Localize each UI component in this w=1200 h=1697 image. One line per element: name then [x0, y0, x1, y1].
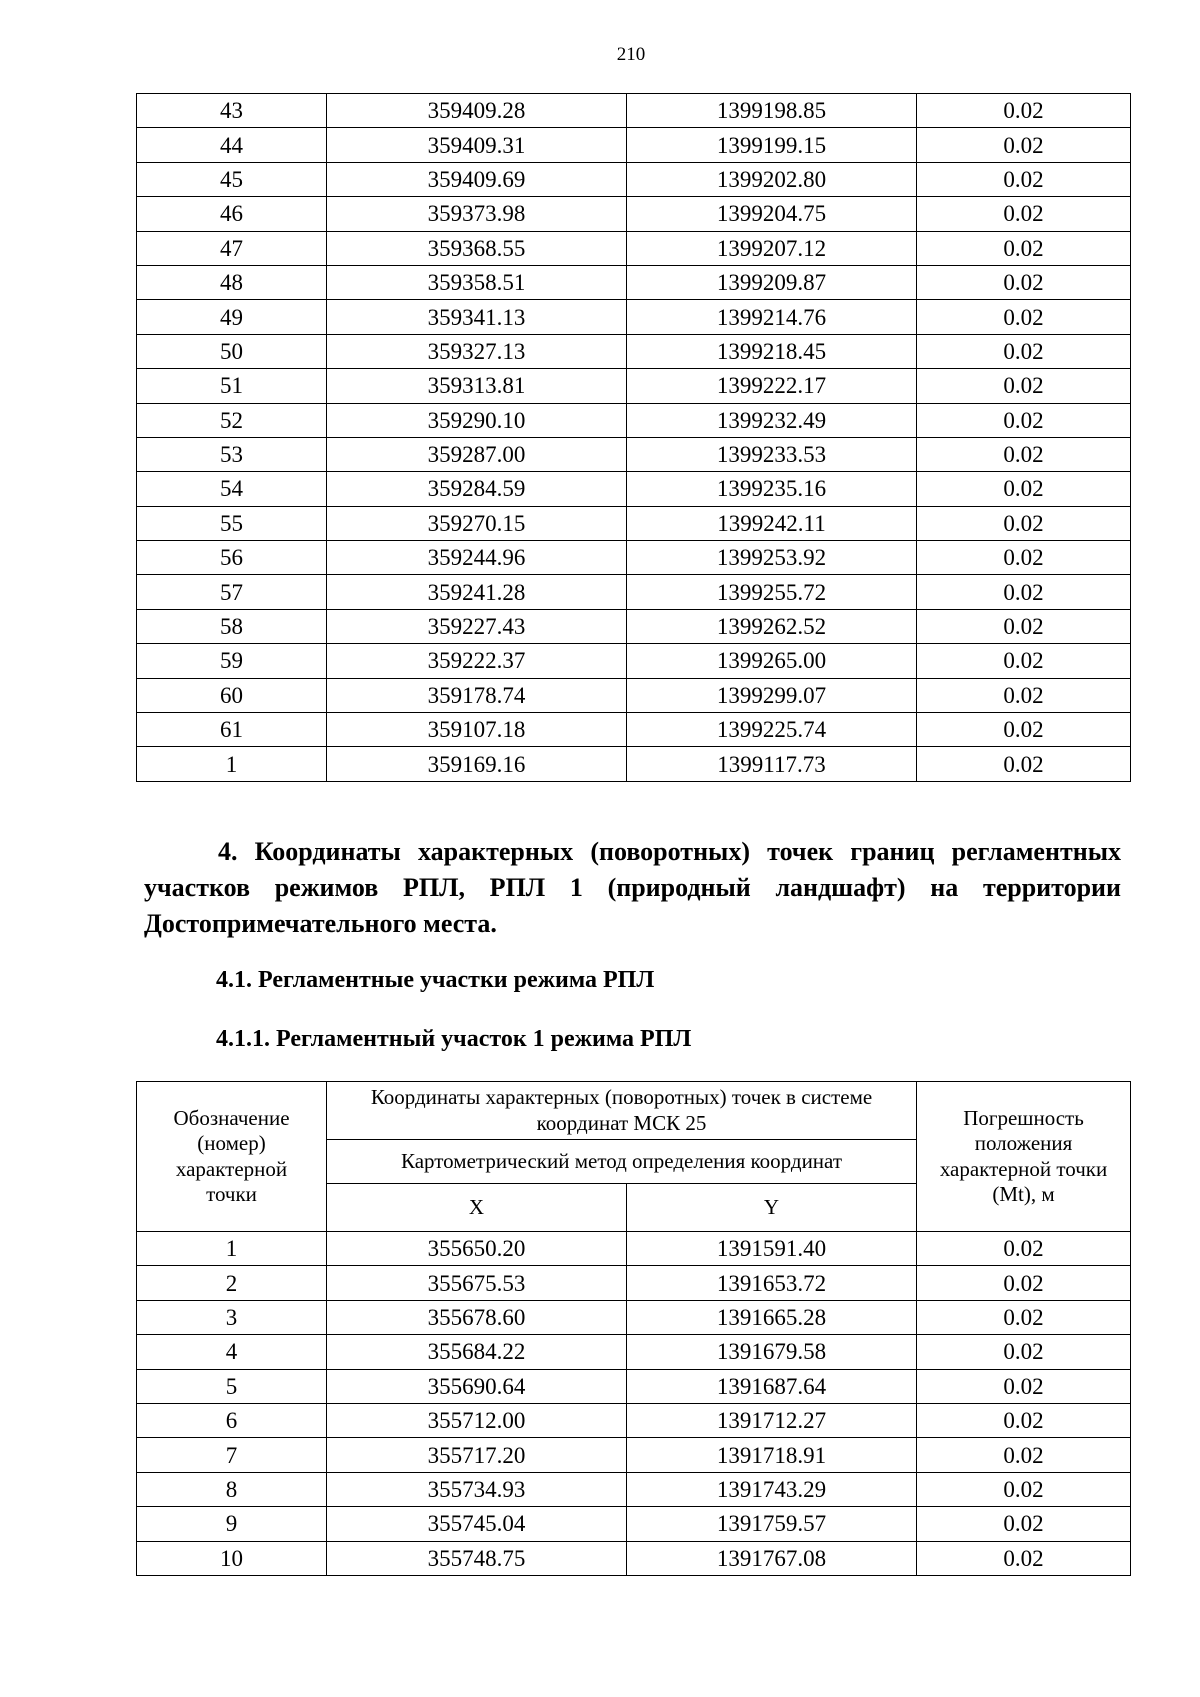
error-cell: 0.02 [917, 541, 1131, 575]
error-cell: 0.02 [917, 1403, 1131, 1437]
table-row [137, 1300, 1131, 1334]
x-coordinate-cell: 355712.00 [327, 1403, 627, 1437]
subsubsection-heading: 4.1.1. Регламентный участок 1 режима РПЛ [216, 1026, 692, 1052]
y-coordinate-cell: 1399204.75 [627, 197, 917, 231]
x-coordinate-cell: 359409.31 [327, 128, 627, 162]
x-coordinate-cell: 359373.98 [327, 197, 627, 231]
y-coordinate-cell: 1399222.17 [627, 369, 917, 403]
table-row [137, 541, 1131, 575]
point-number-cell: 1 [137, 1232, 327, 1266]
table-row [137, 747, 1131, 781]
point-number-cell: 47 [137, 231, 327, 265]
error-cell: 0.02 [917, 1369, 1131, 1403]
table-row [137, 128, 1131, 162]
section-number: 4. [218, 837, 238, 866]
x-coordinate-cell: 359270.15 [327, 506, 627, 540]
table-row [137, 575, 1131, 609]
error-cell: 0.02 [917, 265, 1131, 299]
x-coordinate-cell: 359313.81 [327, 369, 627, 403]
error-cell: 0.02 [917, 197, 1131, 231]
table-row [137, 609, 1131, 643]
error-cell: 0.02 [917, 403, 1131, 437]
point-number-cell: 55 [137, 506, 327, 540]
point-number-cell: 49 [137, 300, 327, 334]
error-cell: 0.02 [917, 713, 1131, 747]
error-cell: 0.02 [917, 1507, 1131, 1541]
y-coordinate-cell: 1399117.73 [627, 747, 917, 781]
point-number-cell: 61 [137, 713, 327, 747]
error-cell: 0.02 [917, 300, 1131, 334]
table-row [137, 437, 1131, 471]
point-number-cell: 5 [137, 1369, 327, 1403]
table-row [137, 94, 1131, 128]
point-number-cell: 52 [137, 403, 327, 437]
y-coordinate-cell: 1399198.85 [627, 94, 917, 128]
table-row [137, 1438, 1131, 1472]
y-coordinate-cell: 1391759.57 [627, 1507, 917, 1541]
table-row [137, 369, 1131, 403]
error-cell: 0.02 [917, 678, 1131, 712]
header-coordinates: Координаты характерных (поворотных) точек в системе координат МСК 25 [327, 1082, 917, 1140]
subsection-heading: 4.1. Регламентные участки режима РПЛ [216, 967, 655, 993]
x-coordinate-cell: 355745.04 [327, 1507, 627, 1541]
header-designation: Обозначение (номер) характерной точки [137, 1082, 327, 1232]
header-method: Картометрический метод определения координат [327, 1140, 917, 1184]
table-row [137, 1403, 1131, 1437]
table-row [137, 644, 1131, 678]
y-coordinate-cell: 1399253.92 [627, 541, 917, 575]
error-cell: 0.02 [917, 506, 1131, 540]
table-row [137, 1266, 1131, 1300]
x-coordinate-cell: 359241.28 [327, 575, 627, 609]
y-coordinate-cell: 1399262.52 [627, 609, 917, 643]
point-number-cell: 54 [137, 472, 327, 506]
y-coordinate-cell: 1399214.76 [627, 300, 917, 334]
y-coordinate-cell: 1399207.12 [627, 231, 917, 265]
point-number-cell: 8 [137, 1472, 327, 1506]
error-cell: 0.02 [917, 231, 1131, 265]
table-row [137, 1507, 1131, 1541]
error-cell: 0.02 [917, 747, 1131, 781]
point-number-cell: 1 [137, 747, 327, 781]
point-number-cell: 50 [137, 334, 327, 368]
x-coordinate-cell: 359107.18 [327, 713, 627, 747]
table-row [137, 162, 1131, 196]
y-coordinate-cell: 1391718.91 [627, 1438, 917, 1472]
table-row [137, 197, 1131, 231]
x-coordinate-cell: 355690.64 [327, 1369, 627, 1403]
error-cell: 0.02 [917, 575, 1131, 609]
x-coordinate-cell: 355717.20 [327, 1438, 627, 1472]
error-cell: 0.02 [917, 1232, 1131, 1266]
section-heading [144, 834, 1121, 942]
error-cell: 0.02 [917, 437, 1131, 471]
x-coordinate-cell: 355678.60 [327, 1300, 627, 1334]
table-row [137, 403, 1131, 437]
x-coordinate-cell: 359368.55 [327, 231, 627, 265]
y-coordinate-cell: 1399218.45 [627, 334, 917, 368]
point-number-cell: 4 [137, 1335, 327, 1369]
y-coordinate-cell: 1399299.07 [627, 678, 917, 712]
y-coordinate-cell: 1399199.15 [627, 128, 917, 162]
table-row [137, 678, 1131, 712]
header-x: X [327, 1184, 627, 1232]
table-row [137, 1335, 1131, 1369]
error-cell: 0.02 [917, 644, 1131, 678]
point-number-cell: 44 [137, 128, 327, 162]
table-row [137, 300, 1131, 334]
table-row [137, 713, 1131, 747]
point-number-cell: 3 [137, 1300, 327, 1334]
y-coordinate-cell: 1399225.74 [627, 713, 917, 747]
y-coordinate-cell: 1399202.80 [627, 162, 917, 196]
table-row [137, 1232, 1131, 1266]
point-number-cell: 7 [137, 1438, 327, 1472]
y-coordinate-cell: 1391767.08 [627, 1541, 917, 1575]
error-cell: 0.02 [917, 472, 1131, 506]
point-number-cell: 6 [137, 1403, 327, 1437]
y-coordinate-cell: 1391712.27 [627, 1403, 917, 1437]
point-number-cell: 60 [137, 678, 327, 712]
x-coordinate-cell: 355675.53 [327, 1266, 627, 1300]
table-row [137, 265, 1131, 299]
y-coordinate-cell: 1399235.16 [627, 472, 917, 506]
header-y: Y [627, 1184, 917, 1232]
x-coordinate-cell: 359284.59 [327, 472, 627, 506]
error-cell: 0.02 [917, 94, 1131, 128]
y-coordinate-cell: 1399265.00 [627, 644, 917, 678]
regulated-area-table-body [137, 1232, 1131, 1576]
error-cell: 0.02 [917, 128, 1131, 162]
y-coordinate-cell: 1399255.72 [627, 575, 917, 609]
x-coordinate-cell: 359244.96 [327, 541, 627, 575]
y-coordinate-cell: 1391591.40 [627, 1232, 917, 1266]
x-coordinate-cell: 355650.20 [327, 1232, 627, 1266]
y-coordinate-cell: 1391743.29 [627, 1472, 917, 1506]
y-coordinate-cell: 1399233.53 [627, 437, 917, 471]
table-row [137, 1369, 1131, 1403]
table-row [137, 231, 1131, 265]
table-row [137, 1541, 1131, 1575]
point-number-cell: 9 [137, 1507, 327, 1541]
error-cell: 0.02 [917, 162, 1131, 196]
x-coordinate-cell: 359327.13 [327, 334, 627, 368]
error-cell: 0.02 [917, 369, 1131, 403]
page-number: 210 [616, 44, 646, 65]
y-coordinate-cell: 1399232.49 [627, 403, 917, 437]
error-cell: 0.02 [917, 1300, 1131, 1334]
error-cell: 0.02 [917, 334, 1131, 368]
table-row [137, 506, 1131, 540]
x-coordinate-cell: 355684.22 [327, 1335, 627, 1369]
x-coordinate-cell: 359222.37 [327, 644, 627, 678]
point-number-cell: 46 [137, 197, 327, 231]
point-number-cell: 51 [137, 369, 327, 403]
x-coordinate-cell: 359178.74 [327, 678, 627, 712]
point-number-cell: 56 [137, 541, 327, 575]
x-coordinate-cell: 359358.51 [327, 265, 627, 299]
x-coordinate-cell: 355734.93 [327, 1472, 627, 1506]
point-number-cell: 59 [137, 644, 327, 678]
y-coordinate-cell: 1391665.28 [627, 1300, 917, 1334]
table-row [137, 334, 1131, 368]
y-coordinate-cell: 1399209.87 [627, 265, 917, 299]
point-number-cell: 2 [137, 1266, 327, 1300]
x-coordinate-cell: 359169.16 [327, 747, 627, 781]
header-error: Погрешность положения характерной точки (Mt), м [917, 1082, 1131, 1232]
coordinates-table-continued [136, 93, 1131, 782]
section-title: Координаты характерных (поворотных) точек границ регламентных участков режимов РПЛ, РПЛ 1 (природный ландшафт) на территории Достопримечательного места. [144, 837, 1121, 938]
error-cell: 0.02 [917, 1438, 1131, 1472]
y-coordinate-cell: 1391653.72 [627, 1266, 917, 1300]
error-cell: 0.02 [917, 1541, 1131, 1575]
x-coordinate-cell: 359227.43 [327, 609, 627, 643]
point-number-cell: 43 [137, 94, 327, 128]
x-coordinate-cell: 355748.75 [327, 1541, 627, 1575]
coordinates-table-body [137, 94, 1131, 782]
x-coordinate-cell: 359409.69 [327, 162, 627, 196]
point-number-cell: 58 [137, 609, 327, 643]
error-cell: 0.02 [917, 1266, 1131, 1300]
point-number-cell: 45 [137, 162, 327, 196]
x-coordinate-cell: 359287.00 [327, 437, 627, 471]
x-coordinate-cell: 359290.10 [327, 403, 627, 437]
y-coordinate-cell: 1399242.11 [627, 506, 917, 540]
y-coordinate-cell: 1391679.58 [627, 1335, 917, 1369]
point-number-cell: 48 [137, 265, 327, 299]
table-row [137, 1472, 1131, 1506]
x-coordinate-cell: 359341.13 [327, 300, 627, 334]
table-row [137, 472, 1131, 506]
x-coordinate-cell: 359409.28 [327, 94, 627, 128]
point-number-cell: 57 [137, 575, 327, 609]
regulated-area-1-table [136, 1081, 1131, 1576]
error-cell: 0.02 [917, 1335, 1131, 1369]
error-cell: 0.02 [917, 609, 1131, 643]
point-number-cell: 10 [137, 1541, 327, 1575]
y-coordinate-cell: 1391687.64 [627, 1369, 917, 1403]
point-number-cell: 53 [137, 437, 327, 471]
error-cell: 0.02 [917, 1472, 1131, 1506]
